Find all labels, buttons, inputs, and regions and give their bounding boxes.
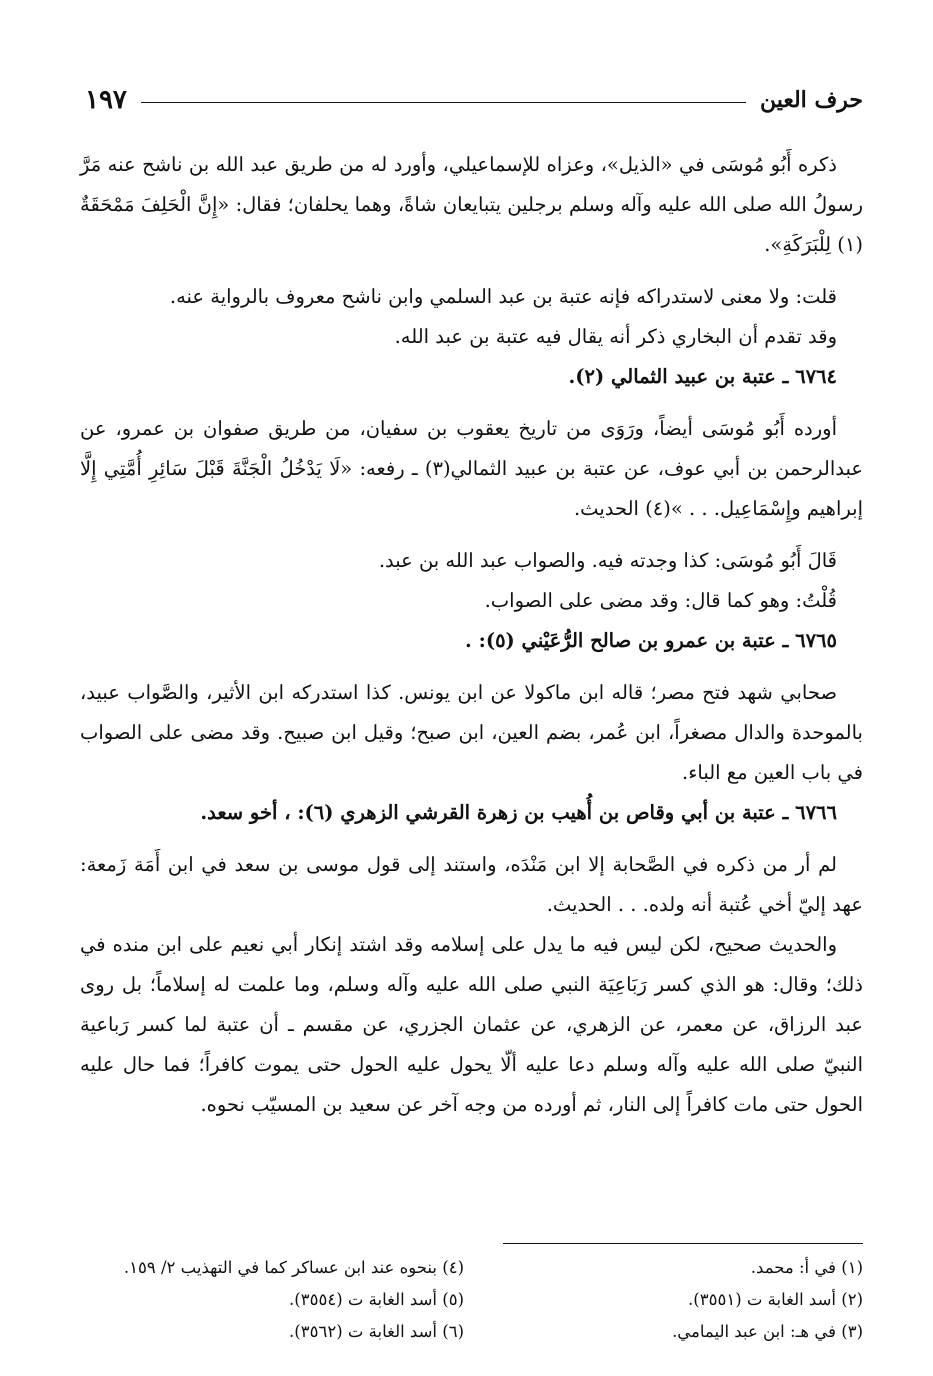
paragraph: قُلْتُ: وهو كما قال: وقد مضى على الصواب. [484,589,837,612]
paragraph: ذكره أَبُو مُوسَى في «الذيل»، وعزاه للإسماعيلي، وأورد له من طريق عبد الله بن ناشح عنه مَرَّ رسولُ الله صلى الله عليه وآله وسلم برجلين يتبايعان شاةً، وهما يحلفان؛ فقال: «إِنَّ الْحَلِفَ مَمْحَقَةٌ (١) لِلْبَرَكَةِ». [80,153,863,256]
footnote: (٦) أسد الغابة ت (٣٥٦٢). [289,1322,464,1341]
footnotes [85,1252,863,1348]
main-text [80,145,863,1125]
paragraph: قلت: ولا معنى لاستدراكه فإنه عتبة بن عبد السلمي وابن ناشح معروف بالرواية عنه. [169,285,837,308]
paragraph: وقد تقدم أن البخاري ذكر أنه يقال فيه عتبة بن عبد الله. [394,325,837,348]
entry-heading: ٦٧٦٦ ـ عتبة بن أبي وقاص بن أُهيب بن زهرة القرشي الزهري (٦): ، أخو سعد. [200,801,837,824]
page-number: ١٩٧ [85,85,127,115]
header-rule [141,102,746,103]
running-title: حرف العين [759,87,863,113]
page-header [85,80,863,120]
footnote: (٥) أسد الغابة ت (٣٥٥٤). [289,1290,464,1309]
footnote: (٢) أسد الغابة ت (٣٥٥١). [688,1290,863,1309]
entry-heading: ٦٧٦٥ ـ عتبة بن عمرو بن صالح الرُّعَيْني (٥): . [465,629,837,652]
footnote-rule [503,1243,863,1244]
paragraph: لم أر من ذكره في الصَّحابة إلا ابن مَنْدَه، واستند إلى قول موسى بن سعد في ابن أَمَة زَمعة: عهد إليّ أخي عُتبة أنه ولده. . . الحديث. [80,853,863,916]
footnote: (١) في أ: محمد. [750,1258,863,1277]
paragraph: صحابي شهد فتح مصر؛ قاله ابن ماكولا عن ابن يونس. كذا استدركه ابن الأثير، والصَّواب عبيد، بالموحدة والدال مصغراً، ابن عُمر، بضم العين، ابن صبح؛ وقيل ابن صبيح. وقد مضى على الصواب في باب العين مع الباء. [80,681,863,784]
footnote: (٤) بنحوه عند ابن عساكر كما في التهذيب ٢/ ١٥٩. [123,1258,464,1277]
paragraph: أورده أَبُو مُوسَى أيضاً، ورَوَى من تاريخ يعقوب بن سفيان، من طريق صفوان بن عمرو، عن عبدالرحمن بن أبي عوف، عن عتبة بن عبيد الثمالي(٣) ـ رفعه: «لَا يَدْخُلُ الْجَنَّةَ قَبْلَ سَائِرِ أُمَّتِي إِلَّا إبراهيم وإِسْمَاعِيل. . . »(٤) الحديث. [80,417,863,520]
footnote-column-right [484,1252,863,1348]
footnote: (٣) في هـ: ابن عبد اليمامي. [672,1322,863,1341]
paragraph: قَالَ أَبُو مُوسَى: كذا وجدته فيه. والصواب عبد الله بن عبد. [378,549,837,572]
footnote-column-left [85,1252,464,1348]
paragraph: والحديث صحيح، لكن ليس فيه ما يدل على إسلامه وقد اشتد إنكار أبي نعيم على ابن منده في ذلك؛ وقال: هو الذي كسر رَبَاعِيَة النبي صلى الله عليه وآله وسلم، وما علمت له إسلاماً؛ بل روى عبد الرزاق، عن معمر، عن الزهري، عن عثمان الجزري، عن مقسم ـ أن عتبة لما كسر رَباعية النبيّ صلى الله عليه وآله وسلم دعا عليه ألّا يحول عليه الحول حتى يموت كافراً؛ فما حال عليه الحول حتى مات كافراً إلى النار، ثم أورده من وجه آخر عن سعيد بن المسيّب نحوه. [80,933,863,1116]
entry-heading: ٦٧٦٤ ـ عتبة بن عبيد الثمالي (٢). [568,365,837,388]
